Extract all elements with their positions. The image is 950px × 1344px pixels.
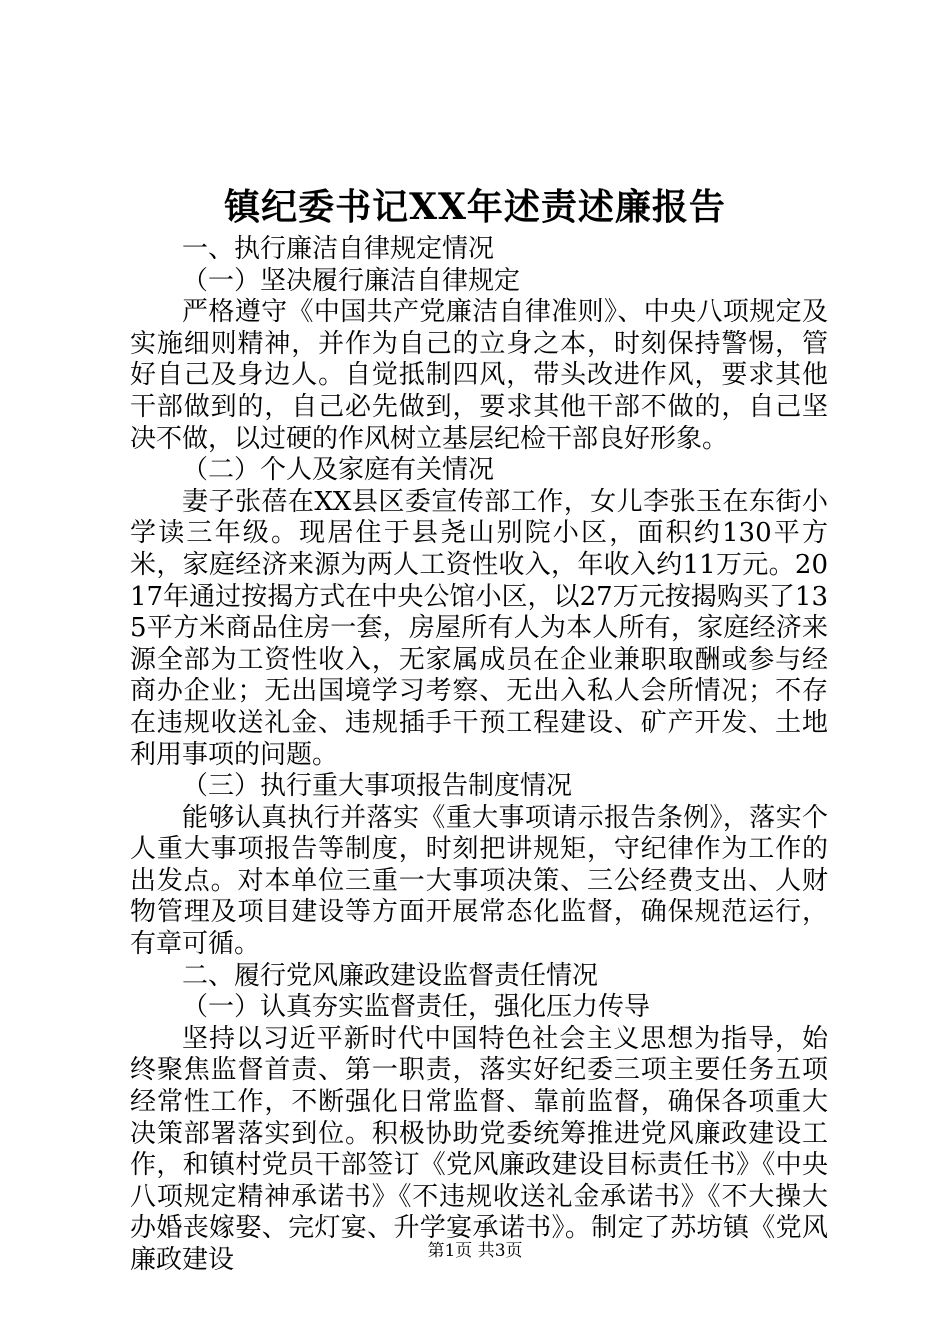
paragraph: 严格遵守《中国共产党廉洁自律准则》、中央八项规定及实施细则精神，并作为自己的立身之本，时刻保持警惕，管好自己及身边人。自觉抵制四风，带头改进作风，要求其他干部做到的，自己必先做到，要求其他干部不做的，自己坚决不做，以过硬的作风树立基层纪检干部良好形象。	[130, 297, 828, 454]
subsection-heading: （二）个人及家庭有关情况	[182, 455, 495, 486]
subsection-heading: （一）坚决履行廉洁自律规定	[182, 265, 521, 296]
page-footer: 第1页 共3页	[427, 1241, 523, 1261]
section-heading: 一、执行廉洁自律规定情况	[182, 234, 495, 264]
paragraph: 妻子张蓓在XX县区委宣传部工作，女儿李张玉在东街小学读三年级。现居住于县尧山别院小区，面积约130平方米，家庭经济来源为两人工资性收入，年收入约11万元。2017年通过按揭方式在中央公馆小区，以27万元按揭购买了135平方米商品住房一套，房屋所有人为本人所有，家庭经济来源全部为工资性收入，无家属成员在企业兼职取酬或参与经商办企业；无出国境学习考察、无出入私人会所情况；不存在违规收送礼金、违规插手干预工程建设、矿产开发、土地利用事项的问题。	[130, 486, 828, 770]
document-title: 镇纪委书记XX年述责述廉报告	[224, 186, 726, 228]
section-heading: 二、履行党风廉政建设监督责任情况	[182, 960, 599, 991]
paragraph: 能够认真执行并落实《重大事项请示报告条例》，落实个人重大事项报告等制度，时刻把讲规矩，守纪律作为工作的出发点。对本单位三重一大事项决策、三公经费支出、人财物管理及项目建设等方面开展常态化监督，确保规范运行，有章可循。	[130, 802, 828, 960]
paragraph: 坚持以习近平新时代中国特色社会主义思想为指导，始终聚焦监督首责、第一职责，落实好纪委三项主要任务五项经常性工作，不断强化日常监督、靠前监督，确保各项重大决策部署落实到位。积极协助党委统筹推进党风廉政建设工作，和镇村党员干部签订《党风廉政建设目标责任书》《中央八项规定精神承诺书》《不违规收送礼金承诺书》《不大操大办婚丧嫁娶、完灯宴、升学宴承诺书》。制定了苏坊镇《党风廉政建设	[130, 1023, 828, 1275]
subsection-heading: （三）执行重大事项报告制度情况	[182, 771, 573, 802]
document-body	[130, 234, 828, 1277]
subsection-heading: （一）认真夯实监督责任，强化压力传导	[182, 992, 651, 1023]
